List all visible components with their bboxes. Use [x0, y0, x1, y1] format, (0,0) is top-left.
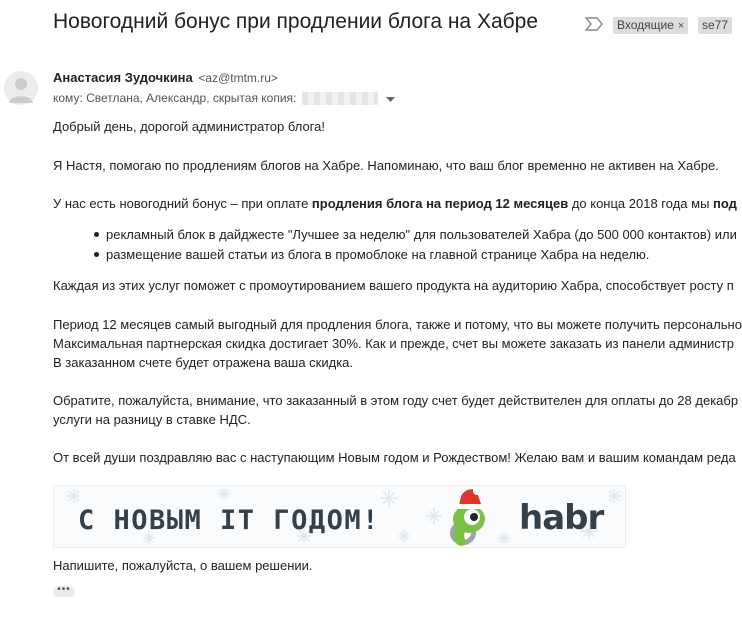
important-marker-icon[interactable] [584, 17, 604, 31]
person-icon [4, 71, 38, 105]
show-details-icon[interactable] [386, 92, 395, 106]
email-subject: Новогодний бонус при продлении блога на Хабре [53, 10, 539, 33]
bonus-highlight: продления блога на период 12 месяцев [311, 196, 569, 211]
congrats-paragraph: От всей души поздравляю вас с наступающим Новым годом и Рождеством! Желаю вам и вашим командам реда [53, 450, 736, 465]
sender-line [53, 70, 278, 85]
period-paragraph-line-3: В заказанном счете будет отражена ваша скидка. [53, 355, 354, 370]
label-se77-text: se77 [702, 18, 729, 32]
bonus-text-1: У нас есть новогодний бонус – при оплате [53, 196, 312, 211]
services-paragraph: Каждая из этих услуг поможет с промоутированием вашего продукта на аудиторию Хабра, способствует росту п [53, 278, 734, 293]
banner-headline: С НОВЫМ IT ГОДОМ! [78, 505, 380, 536]
sender-name[interactable]: Анастасия Зудочкина [53, 70, 193, 85]
recipients-text: кому: Светлана, Александр, скрытая копия: [53, 91, 297, 105]
bullet-marker [94, 232, 99, 237]
label-inbox[interactable] [613, 17, 688, 34]
habr-logo: habr [519, 498, 604, 538]
attention-paragraph-line-1: Обратите, пожалуйста, внимание, что заказанный в этом году счет будет действителен для оплаты до 28 декабр [53, 393, 739, 408]
intro-paragraph: Я Настя, помогаю по продлениям блогов на Хабре. Напоминаю, что ваш блог временно не активен на Хабре. [53, 158, 719, 173]
habr-mascot-icon [439, 486, 509, 549]
avatar [4, 71, 38, 105]
show-trimmed-content-button[interactable]: ••• [53, 586, 75, 597]
label-inbox-text: Входящие [617, 18, 674, 32]
closing-line: Напишите, пожалуйста, о вашем решении. [53, 558, 313, 573]
bonus-highlight-2: под [713, 196, 737, 211]
attention-paragraph-line-2: услуги на разницу в ставке НДС. [53, 412, 251, 427]
list-item: рекламный блок в дайджесте "Лучшее за неделю" для пользователей Хабра (до 500 000 контактов) или [106, 227, 737, 242]
bonus-text-2: до конца 2018 года мы [568, 196, 714, 211]
remove-label-icon[interactable]: × [677, 20, 685, 32]
recipients-line [53, 91, 395, 106]
period-paragraph-line-1: Период 12 месяцев самый выгодный для продления блога, также и потому, что вы можете получить персонально [53, 317, 742, 332]
bullet-marker [94, 252, 99, 257]
blurred-address [302, 92, 378, 105]
period-paragraph-line-2: Максимальная партнерская скидка достигает 30%. Как и прежде, счет вы можете заказать из панели администр [53, 336, 734, 351]
greeting: Добрый день, дорогой администратор блога! [53, 119, 325, 134]
sender-email: <az@tmtm.ru> [198, 71, 278, 85]
list-item: размещение вашей статьи из блога в промоблоке на главной странице Хабра на неделю. [106, 247, 650, 262]
holiday-banner[interactable] [53, 485, 626, 548]
label-se77[interactable] [698, 17, 732, 34]
bonus-paragraph [53, 194, 737, 213]
